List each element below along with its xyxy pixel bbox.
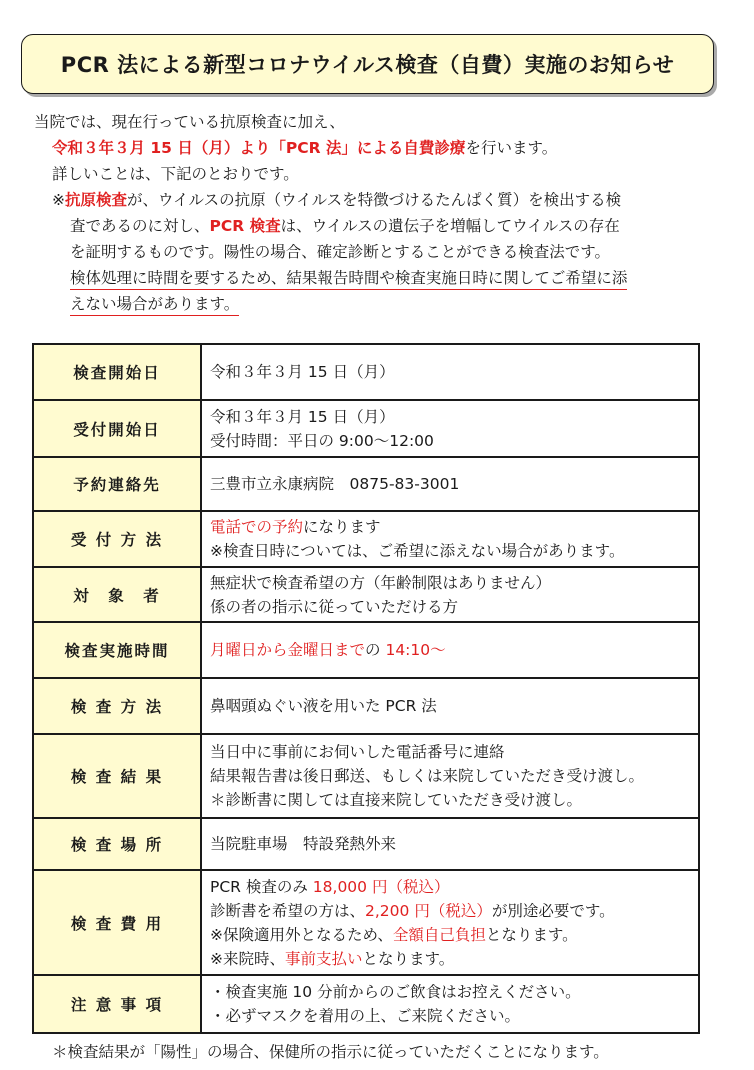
table-row-fee (33, 870, 699, 975)
table-row-notes (33, 975, 699, 1033)
row-value: 無症状で検査希望の方（年齢制限はありません） 係の者の指示に従っていただける方 (201, 567, 699, 622)
table-row-test-method (33, 678, 699, 734)
table-row-place (33, 818, 699, 870)
row-value: ・検査実施 10 分前からのご飲食はお控えください。 ・必ずマスクを着用の上、ご来院ください。 (201, 975, 699, 1033)
table-row-target (33, 567, 699, 622)
footnote: ＊検査結果が「陽性」の場合、保健所の指示に従っていただくことになります。 (52, 1043, 609, 1061)
table-row-start-date (33, 344, 699, 400)
intro-line-7: 検体処理に時間を要するため、結果報告時間や検査実施日時に関してご希望に添 (70, 268, 627, 288)
row-label: 検 査 費 用 (33, 870, 201, 975)
row-value: 当院駐車場 特設発熱外来 (201, 818, 699, 870)
row-label: 受付開始日 (33, 400, 201, 457)
row-value: 令和３年３月 15 日（月） (201, 344, 699, 400)
row-value: 令和３年３月 15 日（月） 受付時間：平日の 9:00～12:00 (201, 400, 699, 457)
row-label: 検査実施時間 (33, 622, 201, 678)
table-row-method (33, 511, 699, 567)
table-row-result (33, 734, 699, 818)
intro-line-3: 詳しいことは、下記のとおりです。 (52, 165, 299, 183)
intro-line-2: 令和３年３月 15 日（月）より「PCR 法」による自費診療を行います。 (52, 139, 558, 157)
intro-line-8: えない場合があります。 (70, 294, 239, 314)
table-row-reception (33, 400, 699, 457)
row-label: 予約連絡先 (33, 457, 201, 511)
row-value: 電話での予約になります ※検査日時については、ご希望に添えない場合があります。 (201, 511, 699, 567)
info-table (32, 343, 700, 1034)
table-row-contact (33, 457, 699, 511)
intro-line-5: 査であるのに対し、PCR 検査は、ウイルスの遺伝子を増幅してウイルスの存在 (70, 217, 620, 235)
row-value: 三豊市立永康病院 0875-83-3001 (201, 457, 699, 511)
pcr-test-term: PCR 検査 (209, 217, 281, 235)
row-label: 検 査 場 所 (33, 818, 201, 870)
row-label: 検 査 結 果 (33, 734, 201, 818)
table-row-time (33, 622, 699, 678)
row-label: 受 付 方 法 (33, 511, 201, 567)
row-label: 対 象 者 (33, 567, 201, 622)
intro-line-4: ※抗原検査が、ウイルスの抗原（ウイルスを特徴づけるたんぱく質）を検出する検 (52, 191, 622, 209)
row-value: 月曜日から金曜日までの 14:10～ (201, 622, 699, 678)
row-label: 検 査 方 法 (33, 678, 201, 734)
row-value: 鼻咽頭ぬぐい液を用いた PCR 法 (201, 678, 699, 734)
row-value: 当日中に事前にお伺いした電話番号に連絡 結果報告書は後日郵送、もしくは来院していただき受け渡し。 ＊診断書に関しては直接来院していただき受け渡し。 (201, 734, 699, 818)
antigen-test-term: 抗原検査 (65, 191, 128, 209)
intro-line-6: を証明するものです。陽性の場合、確定診断とすることができる検査法です。 (70, 243, 611, 261)
start-date-highlight: 令和３年３月 15 日（月）より「PCR 法」による自費診療 (52, 139, 466, 157)
row-label: 注 意 事 項 (33, 975, 201, 1033)
row-value: PCR 検査のみ 18,000 円（税込） 診断書を希望の方は、2,200 円（税込）が別途必要です。 ※保険適用外となるため、全額自己負担となります。 ※来院時、事前支払いとなります。 (201, 870, 699, 975)
row-label: 検査開始日 (33, 344, 201, 400)
intro-line-1: 当院では、現在行っている抗原検査に加え、 (34, 113, 345, 131)
notice-title: PCR 法による新型コロナウイルス検査（自費）実施のお知らせ (21, 34, 714, 94)
